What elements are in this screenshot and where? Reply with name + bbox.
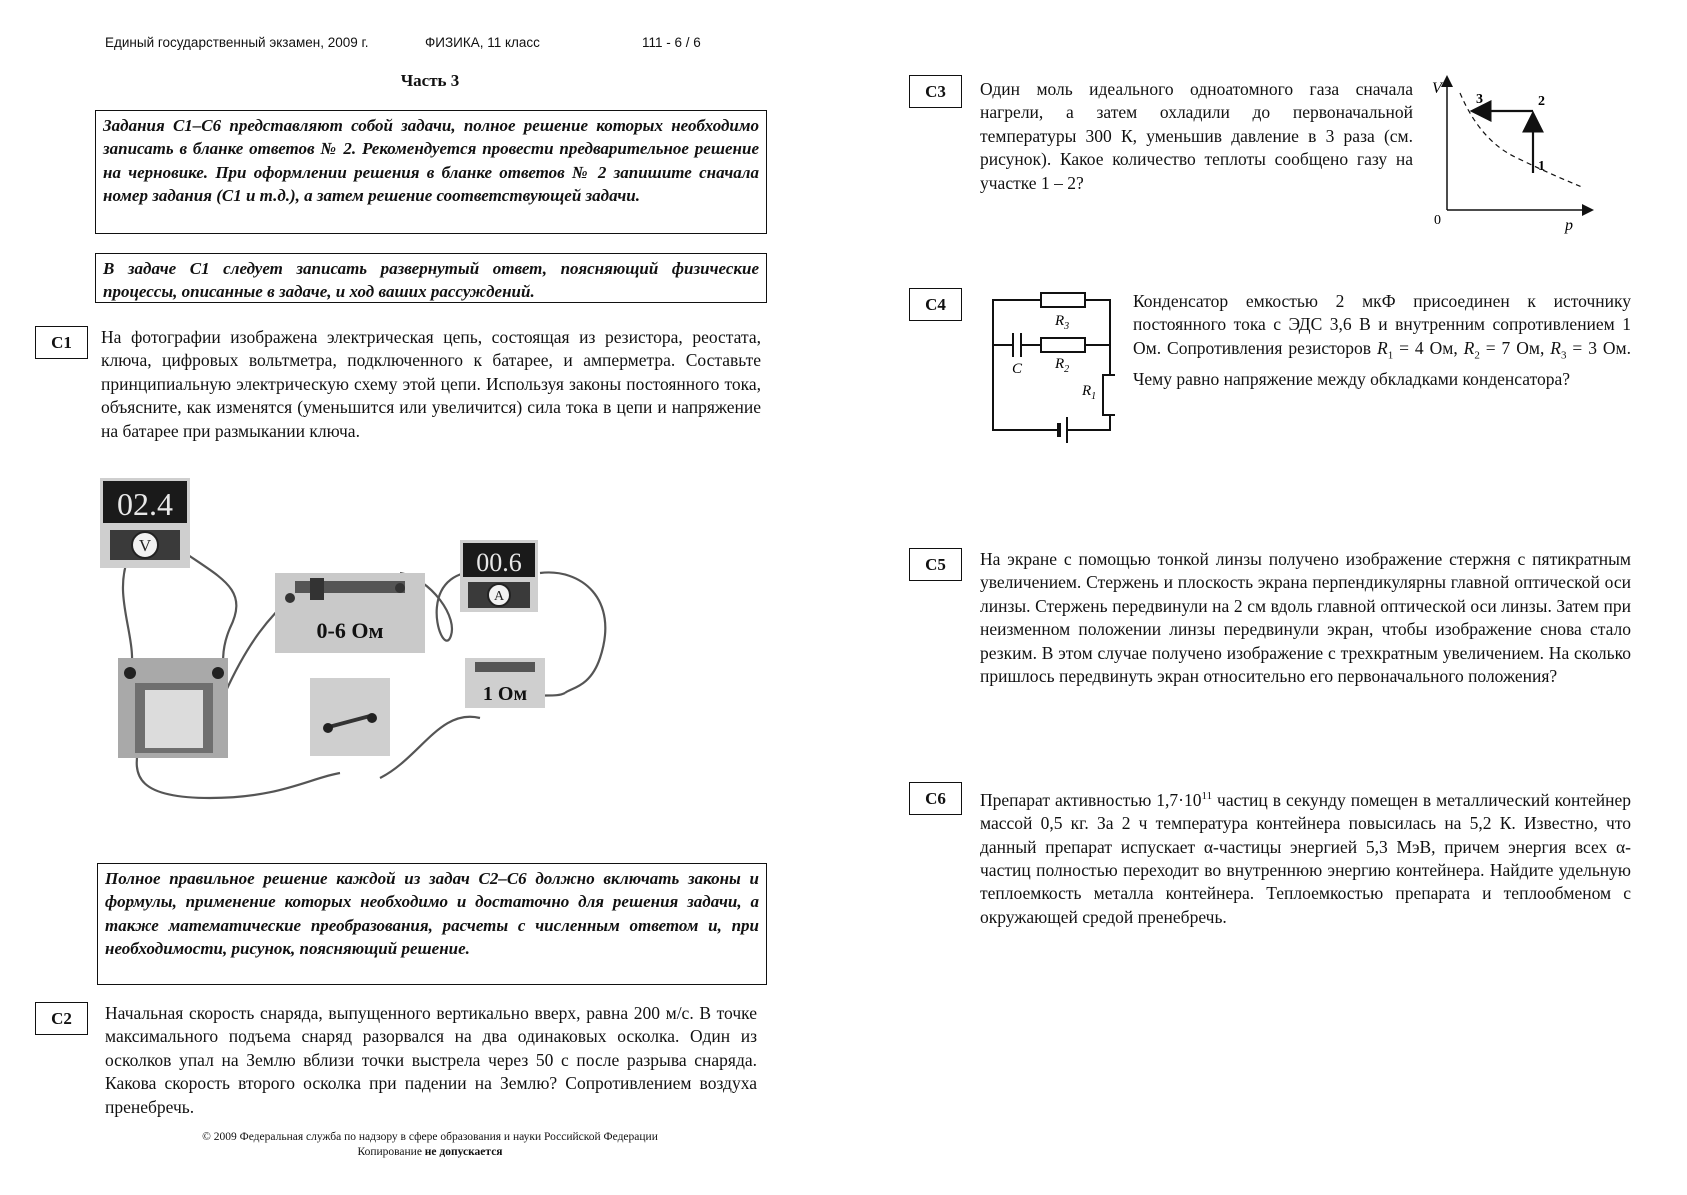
graph-origin: 0	[1434, 213, 1441, 228]
ammeter	[460, 540, 538, 612]
task-label-c4: С4	[909, 288, 962, 321]
graph-y-label: V	[1432, 80, 1442, 97]
c2-c6-hint-note	[97, 863, 767, 985]
task-text-c5: На экране с помощью тонкой линзы получено изображение стержня с пятикратным увеличением. Стержень и плоскость экрана перпендикулярны главной оптической оси линзы. Стержень передвинули на 2 см вдоль главной оптической оси линзы. Затем при неизменном положении линзы передвинули экран, чтобы изображение снова стало резким. В этом случае получено изображение с трехкратным увеличением. На сколько пришлось передвинуть экран относительно его первоначального положения?	[980, 549, 1631, 687]
page-footer	[130, 1130, 730, 1160]
intro-note-text: Задания С1–С6 представляют собой задачи, полное решение которых необходимо записать в бланке ответов № 2. Рекомендуется провести предварительное решение на черновике. При оформлении решения в бланке ответов № 2 запишите сначала номер задания (С1 и т.д.), а затем решение соответствующей задачи.	[103, 116, 759, 206]
task-text-c1: На фотографии изображена электрическая цепь, состоящая из резистора, реостата, ключа, цифровых вольтметра, подключенного к батарее, и амперметра. Составьте принципиальную электрическую схему этой цепи. Используя законы постоянного тока, объясните, как изменятся (уменьшится или увеличится) сила тока в цепи и напряжение на батарее при размыкании ключа.	[101, 327, 761, 441]
graph-point-3: 3	[1476, 92, 1483, 107]
intro-note	[95, 110, 767, 234]
circuit-r3-label: $R_3$	[1055, 313, 1070, 332]
page-number: 111 - 6 / 6	[642, 35, 701, 50]
task-label-c2: С2	[35, 1002, 88, 1035]
task-label-c6: С6	[909, 782, 962, 815]
task-text-c2: Начальная скорость снаряда, выпущенного вертикально вверх, равна 200 м/с. В точке максимального подъема снаряд разорвался на два одинаковых осколка. Один из осколков упал на Землю вблизи точки выстрела через 50 с после разрыва снаряда. Какова скорость второго осколка при падении на Землю? Сопротивлением воздуха пренебречь.	[105, 1003, 757, 1117]
voltmeter-display: 02.4	[117, 486, 173, 522]
circuit-c-label: C	[1012, 361, 1023, 377]
rheostat-label: 0-6 Ом	[316, 618, 384, 643]
ammeter-symbol: A	[493, 589, 505, 604]
task-text-c6: Препарат активностью $1,7\cdot 10^{11}$ частиц в секунду помещен в металлический контейнер массой 0,5 кг. За 2 ч температура контейнера повысилась на 5,2 К. Известно, что данный препарат испускает α-частицы энергией 5,3 МэВ, причем энергия всех α-частиц полностью переходит во внутреннюю энергию контейнера. Найдите удельную теплоемкость металла контейнера. Теплоемкостью препарата и теплообменом с окружающей средой пренебречь.	[980, 789, 1631, 927]
rheostat	[275, 573, 425, 653]
c2-c6-hint-text: Полное правильное решение каждой из задач С2–С6 должно включать законы и формулы, применение которых необходимо и достаточно для решения задачи, а также математические преобразования, расчеты с численным ответом и, при необходимости, рисунок, поясняющий решение.	[105, 869, 759, 959]
task-label-c5: С5	[909, 548, 962, 581]
task-label-c3: С3	[909, 75, 962, 108]
resistor-label: 1 Ом	[482, 683, 528, 705]
subject-title: ФИЗИКА, 11 класс	[425, 35, 540, 50]
c1-hint-text: В задаче С1 следует записать развернутый ответ, поясняющий физические процессы, описанные в задаче, и ход ваших рассуждений.	[103, 259, 759, 302]
task-text-c4: Конденсатор емкостью 2 мкФ присоединен к источнику постоянного тока с ЭДС 3,6 В и внутренним сопротивлением 1 Ом. Сопротивления резисторов $R_1 = 4$ Ом, $R_2 = 7$ Ом, $R_3 = 3$ Ом. Чему равно напряжение между обкладками конденсатора?	[1133, 291, 1631, 389]
graph-point-2: 2	[1538, 94, 1545, 109]
graph-x-label: p	[1565, 217, 1573, 234]
c4-circuit-diagram	[985, 285, 1115, 455]
part-title: Часть 3	[400, 71, 460, 90]
voltmeter	[100, 478, 190, 568]
battery	[118, 658, 228, 758]
c3-graph	[1420, 75, 1595, 235]
ammeter-display: 00.6	[476, 548, 522, 577]
graph-isotherm	[1460, 93, 1582, 187]
c1-hint-note	[95, 253, 767, 303]
circuit-r1-label: $R_1$	[1082, 383, 1097, 402]
footer-copy-notice-bold: не допускается	[424, 1146, 503, 1158]
switch	[310, 678, 390, 756]
task-label-c1: С1	[35, 326, 88, 359]
exam-title: Единый государственный экзамен, 2009 г.	[105, 35, 369, 50]
task-text-c3: Один моль идеального одноатомного газа сначала нагрели, а затем охладили до первоначальной температуры 300 К, уменьшив давление в 3 раза (см. рисунок). Какое количество теплоты сообщено газу на участке 1 – 2?	[980, 79, 1413, 193]
graph-point-1: 1	[1538, 159, 1545, 174]
footer-copy-notice: Копирование не допускается	[357, 1146, 503, 1158]
voltmeter-symbol: V	[138, 536, 152, 555]
resistor	[465, 658, 545, 708]
footer-copyright: © 2009 Федеральная служба по надзору в сфере образования и науки Российской Федерации	[202, 1131, 658, 1143]
circuit-photo	[100, 478, 620, 818]
circuit-r2-label: $R_2$	[1055, 356, 1070, 375]
